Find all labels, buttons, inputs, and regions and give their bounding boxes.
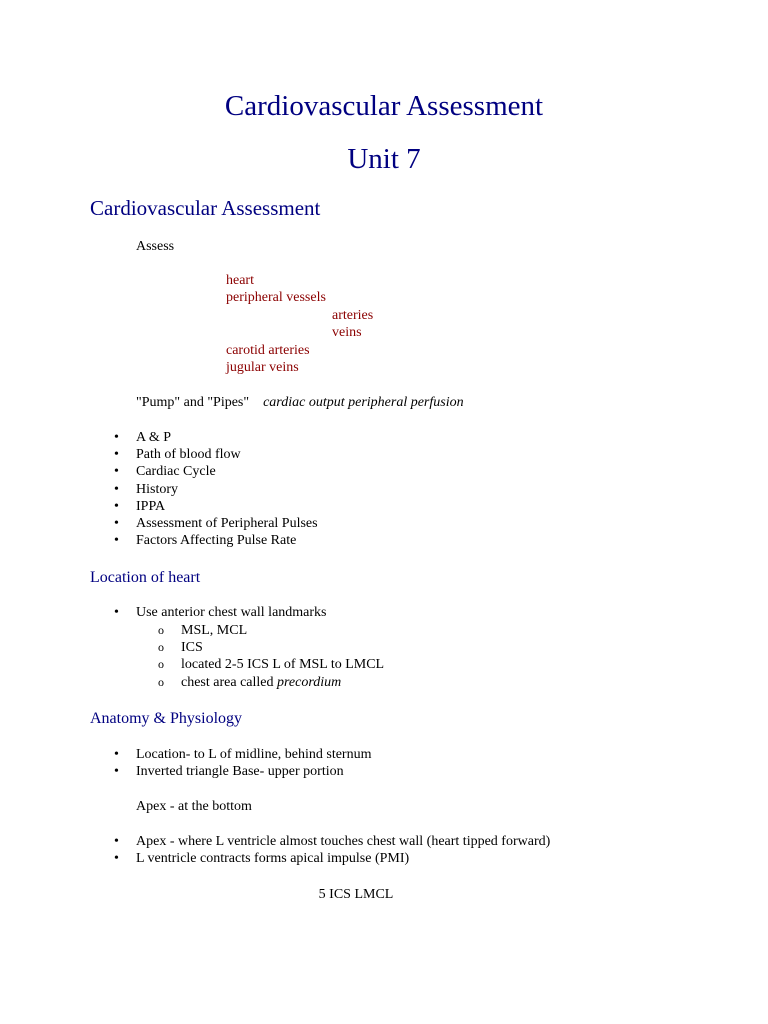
apex-paragraph: Apex - at the bottom [136, 799, 252, 814]
sub-list-item [158, 675, 342, 691]
sub-list-item-text: located 2-5 ICS L of MSL to LMCL [181, 657, 385, 672]
section-heading-location: Location of heart [90, 569, 201, 586]
sub-list-item [158, 623, 248, 639]
sub-list-item [158, 657, 385, 673]
section-heading-anatomy: Anatomy & Physiology [90, 710, 243, 727]
bullet-mark: • [114, 851, 119, 866]
list-item [114, 499, 166, 515]
sub-bullet-mark: o [158, 675, 164, 689]
list-item-text: Inverted triangle Base- upper portion [136, 764, 344, 779]
sub-list-item-text: MSL, MCL [181, 623, 248, 638]
assess-item-heart: heart [226, 273, 254, 288]
pump-pipes-italic: cardiac output peripheral perfusion [263, 395, 464, 410]
list-item-text: A & P [136, 430, 172, 445]
vessel-subitem-arteries: arteries [332, 308, 374, 323]
bullet-mark: • [114, 430, 119, 445]
bullet-mark: • [114, 464, 119, 479]
list-item [114, 764, 344, 780]
list-item [114, 482, 178, 498]
sub-bullet-mark: o [158, 623, 164, 637]
assess-item-carotid-arteries: carotid arteries [226, 343, 310, 358]
bullet-mark: • [114, 747, 119, 762]
assess-item-peripheral-vessels: peripheral vessels [226, 290, 326, 305]
assess-label: Assess [136, 239, 175, 254]
list-item-text: Apex - where L ventricle almost touches chest wall (heart tipped forward) [136, 834, 551, 849]
sub-list-item-text: ICS [181, 640, 203, 655]
list-item-text: Path of blood flow [136, 447, 241, 462]
sub-bullet-mark: o [158, 657, 164, 671]
list-item [114, 747, 372, 763]
bullet-mark: • [114, 533, 119, 548]
list-item [114, 834, 551, 850]
bullet-mark: • [114, 499, 119, 514]
centered-note: 5 ICS LMCL [318, 887, 394, 902]
vessel-subitem-veins: veins [332, 325, 362, 340]
bullet-mark: • [114, 605, 119, 620]
sub-list-item [158, 640, 203, 656]
list-item [114, 851, 410, 867]
bullet-mark: • [114, 482, 119, 497]
list-item [114, 605, 327, 621]
bullet-mark: • [114, 516, 119, 531]
list-item [114, 533, 297, 549]
pump-pipes-text: "Pump" and "Pipes" [136, 395, 250, 410]
page-subtitle: Unit 7 [347, 143, 421, 175]
section-heading-cardiovascular: Cardiovascular Assessment [90, 196, 321, 220]
list-item-text: History [136, 482, 178, 497]
list-item-text: Assessment of Peripheral Pulses [136, 516, 318, 531]
assess-item-jugular-veins: jugular veins [226, 360, 299, 375]
list-item-text: Use anterior chest wall landmarks [136, 605, 327, 620]
pump-pipes-line [136, 395, 464, 411]
list-item [114, 516, 318, 532]
bullet-mark: • [114, 447, 119, 462]
list-item [114, 430, 172, 446]
bullet-mark: • [114, 834, 119, 849]
bullet-mark: • [114, 764, 119, 779]
list-item-text: L ventricle contracts forms apical impulse (PMI) [136, 851, 410, 866]
list-item-text: IPPA [136, 499, 166, 514]
list-item-text: Factors Affecting Pulse Rate [136, 533, 297, 548]
sub-list-item-text: chest area called [181, 675, 274, 690]
page-title: Cardiovascular Assessment [224, 90, 544, 122]
list-item [114, 447, 241, 463]
list-item [114, 464, 216, 480]
sub-bullet-mark: o [158, 640, 164, 654]
list-item-text: Cardiac Cycle [136, 464, 216, 479]
sub-list-item-italic: precordium [277, 675, 342, 690]
list-item-text: Location- to L of midline, behind sternum [136, 747, 372, 762]
